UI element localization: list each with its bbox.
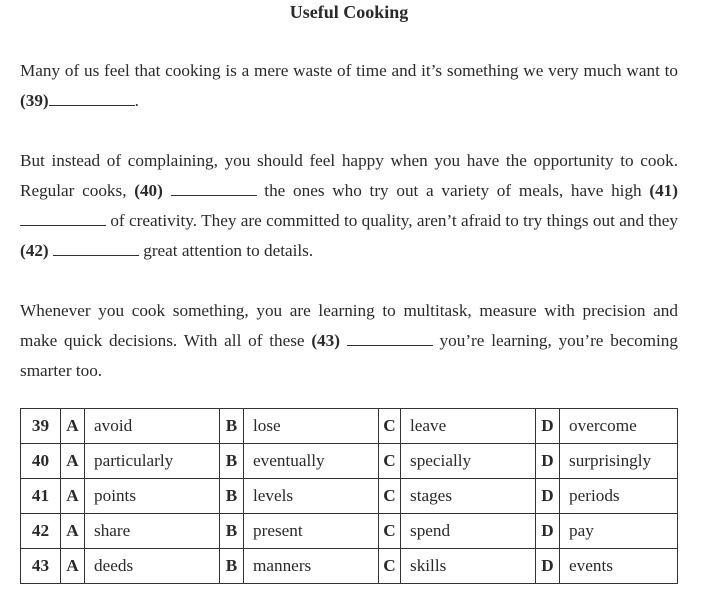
question-number-39: (39) <box>20 91 49 110</box>
option-d[interactable]: pay <box>560 514 678 549</box>
option-letter-d: D <box>536 514 560 549</box>
option-letter-a: A <box>61 479 85 514</box>
paragraph-text: you’re learning, you’re becoming smarter too. <box>20 331 678 380</box>
option-letter-d: D <box>536 409 560 444</box>
blank-41 <box>20 211 106 226</box>
option-letter-a: A <box>61 444 85 479</box>
answer-options-table <box>20 408 678 584</box>
option-b[interactable]: levels <box>244 479 379 514</box>
option-letter-b: B <box>220 444 244 479</box>
option-letter-c: C <box>379 409 401 444</box>
option-row-43 <box>21 549 678 584</box>
paragraph-3 <box>20 296 678 386</box>
option-a[interactable]: points <box>85 479 220 514</box>
option-d[interactable]: events <box>560 549 678 584</box>
option-letter-b: B <box>220 549 244 584</box>
option-letter-c: C <box>379 444 401 479</box>
question-number: 41 <box>21 479 61 514</box>
question-number: 42 <box>21 514 61 549</box>
paragraph-text: Many of us feel that cooking is a mere waste of time and it’s something we very much want to <box>20 61 678 80</box>
paragraph-text: of creativity. They are committed to quality, aren’t afraid to try things out and they <box>106 211 678 230</box>
option-letter-b: B <box>220 514 244 549</box>
option-letter-b: B <box>220 409 244 444</box>
question-number: 40 <box>21 444 61 479</box>
question-number-42: (42) <box>20 241 49 260</box>
option-letter-a: A <box>61 549 85 584</box>
option-d[interactable]: overcome <box>560 409 678 444</box>
paragraph-1 <box>20 56 678 116</box>
option-letter-a: A <box>61 409 85 444</box>
option-a[interactable]: deeds <box>85 549 220 584</box>
option-a[interactable]: particularly <box>85 444 220 479</box>
blank-39 <box>49 91 135 106</box>
option-c[interactable]: leave <box>401 409 536 444</box>
question-number: 39 <box>21 409 61 444</box>
option-letter-a: A <box>61 514 85 549</box>
option-row-40 <box>21 444 678 479</box>
option-letter-b: B <box>220 479 244 514</box>
option-row-39 <box>21 409 678 444</box>
option-letter-c: C <box>379 514 401 549</box>
paragraph-text: . <box>134 91 139 110</box>
option-c[interactable]: stages <box>401 479 536 514</box>
option-a[interactable]: share <box>85 514 220 549</box>
paragraph-text: the ones who try out a variety of meals, have high <box>256 181 650 200</box>
option-row-41 <box>21 479 678 514</box>
option-letter-c: C <box>379 479 401 514</box>
paragraph-2 <box>20 146 678 266</box>
question-number: 43 <box>21 549 61 584</box>
option-c[interactable]: skills <box>401 549 536 584</box>
question-number-40: (40) <box>134 181 163 200</box>
option-row-42 <box>21 514 678 549</box>
page-title: Useful Cooking <box>289 2 409 22</box>
paragraph-text: Whenever you cook something, you are learning to multitask, measure with precision and make quick decisions. With all of these <box>20 301 678 350</box>
option-c[interactable]: spend <box>401 514 536 549</box>
blank-40 <box>171 181 257 196</box>
option-d[interactable]: periods <box>560 479 678 514</box>
paragraph-text: great attention to details. <box>138 241 314 260</box>
option-b[interactable]: lose <box>244 409 379 444</box>
option-c[interactable]: specially <box>401 444 536 479</box>
option-b[interactable]: eventually <box>244 444 379 479</box>
option-d[interactable]: surprisingly <box>560 444 678 479</box>
option-letter-d: D <box>536 479 560 514</box>
option-a[interactable]: avoid <box>85 409 220 444</box>
question-number-43: (43) <box>311 331 340 350</box>
blank-42 <box>53 241 139 256</box>
question-number-41: (41) <box>649 181 678 200</box>
blank-43 <box>347 331 433 346</box>
option-letter-d: D <box>536 549 560 584</box>
option-b[interactable]: manners <box>244 549 379 584</box>
option-letter-c: C <box>379 549 401 584</box>
option-b[interactable]: present <box>244 514 379 549</box>
option-letter-d: D <box>536 444 560 479</box>
paragraph-text: But instead of complaining, you should feel happy when you have the opportunity to cook. Regular cooks, <box>20 151 678 200</box>
